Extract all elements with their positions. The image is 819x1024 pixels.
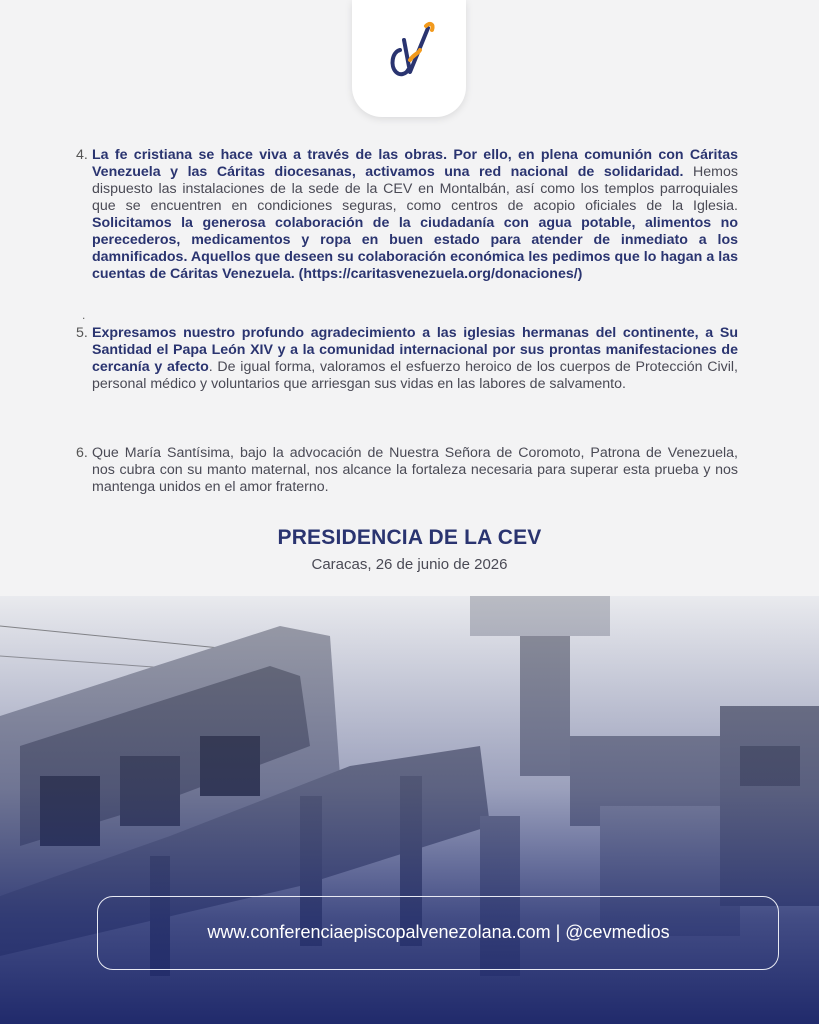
list-item-5 bbox=[76, 325, 738, 393]
item-4-bold-text-1: La fe cristiana se hace viva a través de las obras. Por ello, en plena comunión con Cáritas Venezuela y las Cáritas diocesanas, activamos una red nacional de solidaridad. bbox=[92, 147, 738, 180]
logo-tab bbox=[352, 0, 466, 117]
item-4-bold-text-2: Solicitamos la generosa colaboración de la ciudadanía con agua potable, alimentos no perecederos, medicamentos y ropa en buen estado para atender de inmediato a los damnificados. Aquellos que deseen su colaboración económica les pedimos que lo hagan a las cuentas de Cáritas Venezuela. (https://caritasvenezuela.org/donaciones/) bbox=[92, 215, 738, 282]
list-number: 5. bbox=[76, 325, 88, 341]
item-4-text: Hemos dispuesto las instalaciones de la sede de la CEV en Montalbán, así como los templos parroquiales que se encuentren en condiciones seguras, como centros de acopio oficiales de la Iglesia. bbox=[92, 164, 738, 214]
list-item-6 bbox=[76, 445, 738, 496]
separator-dot: . bbox=[82, 308, 86, 322]
list-number: 4. bbox=[76, 147, 88, 163]
item-5-bold-text: Expresamos nuestro profundo agradecimiento a las iglesias hermanas del continente, a Su Santidad el Papa León XIV y a la comunidad internacional por sus prontas manifestaciones de cercanía y afecto bbox=[92, 325, 738, 375]
list-item-4 bbox=[76, 147, 738, 283]
signature-place-date: Caracas, 26 de junio de 2026 bbox=[311, 556, 508, 573]
list-number: 6. bbox=[76, 445, 88, 461]
item-6-text: Que María Santísima, bajo la advocación de Nuestra Señora de Coromoto, Patrona de Venezuela, nos cubra con su manto maternal, nos alcance la fortaleza necesaria para superar esta prueba y nos mantenga unidos en el amor fraterno. bbox=[92, 445, 738, 495]
footer-link[interactable]: www.conferenciaepiscopalvenezolana.com | @cevmedios bbox=[207, 922, 670, 942]
item-5-text: . De igual forma, valoramos el esfuerzo heroico de los cuerpos de Protección Civil, personal médico y voluntarios que arriesgan sus vidas en las labores de salvamento. bbox=[92, 359, 738, 392]
signature-title: PRESIDENCIA DE LA CEV bbox=[277, 526, 542, 549]
cev-logo-icon bbox=[380, 14, 440, 86]
